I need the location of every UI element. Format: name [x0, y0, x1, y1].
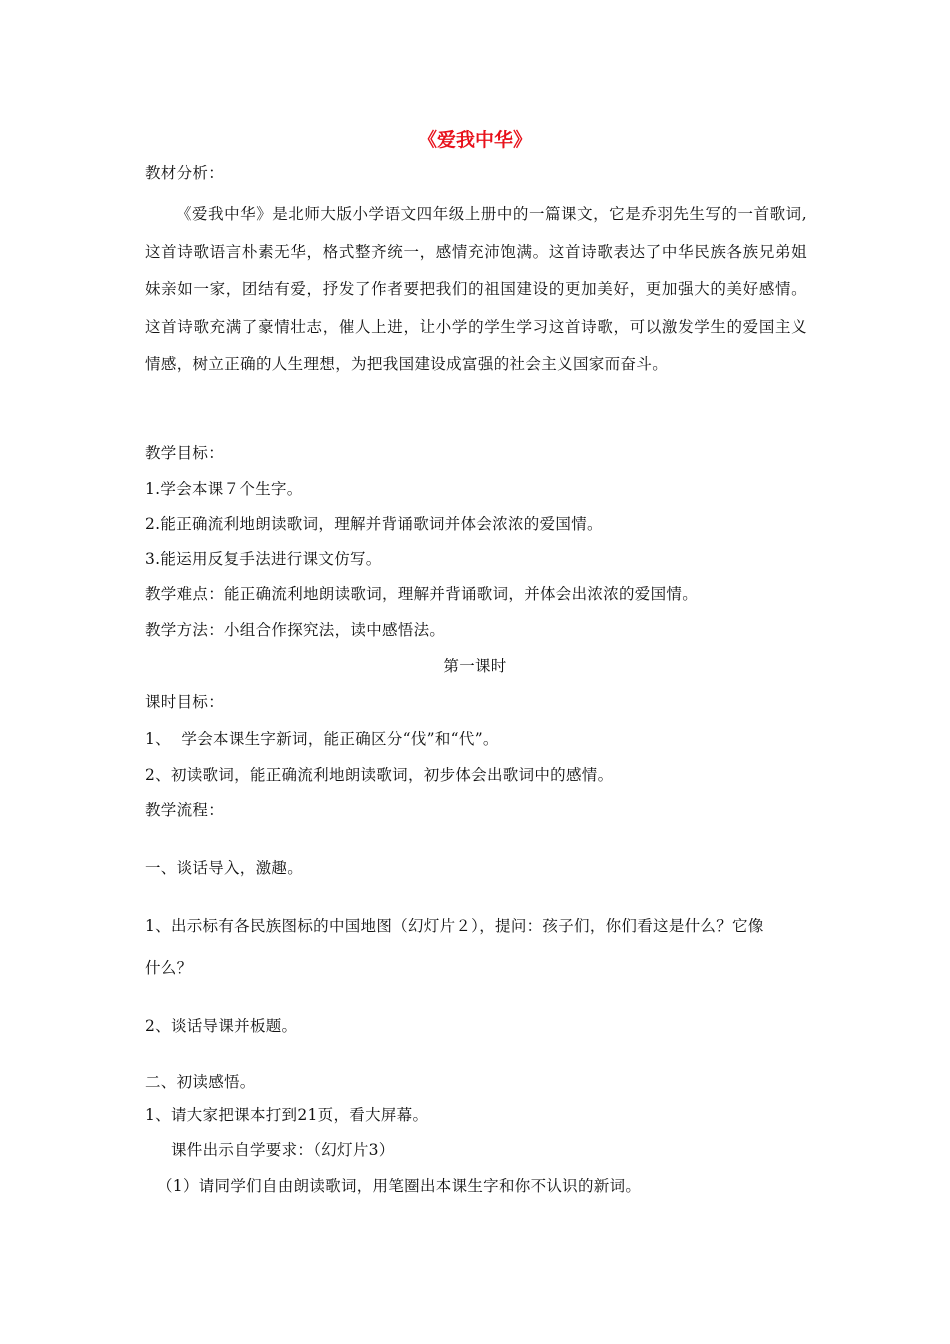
section-heading-goals: 教学目标：	[145, 444, 225, 462]
document-title: 《爱我中华》	[417, 129, 532, 151]
step2-heading: 二、初读感悟。	[145, 1073, 256, 1091]
step1-item1-line2: 什么？	[145, 959, 193, 977]
lesson-goal-2: 2、初读歌词，能正确流利地朗读歌词，初步体会出歌词中的感情。	[145, 766, 614, 784]
method-line: 教学方法：小组合作探究法，读中感悟法。	[145, 621, 446, 639]
material-paragraph: 《爱我中华》是北师大版小学语文四年级上册中的一篇课文，它是乔羽先生写的一首歌词,这首诗歌语言朴素无华，格式整齐统一，感情充沛饱满。这首诗歌表达了中华民族各族兄弟姐妹亲如一家，团结有爱，抒发了作者要把我们的祖国建设的更加美好，更加强大的美好感情。这首诗歌充满了豪情壮志，催人上进，让小学的学生学习这首诗歌，可以激发学生的爱国主义情感，树立正确的人生理想，为把我国建设成富强的社会主义国家而奋斗。	[145, 205, 807, 373]
step1-item1-line1: 1、出示标有各民族图标的中国地图（幻灯片２），提问：孩子们，你们看这是什么？它像	[145, 917, 764, 935]
step1-heading: 一、谈话导入，激趣。	[145, 859, 304, 877]
goal-item-1: 1.学会本课７个生字。	[145, 480, 303, 498]
process-label: 教学流程：	[145, 801, 225, 819]
step2-item1: 1、请大家把课本打到21页，看大屏幕。	[145, 1106, 429, 1124]
difficulty-line: 教学难点：能正确流利地朗读歌词，理解并背诵歌词，并体会出浓浓的爱国情。	[145, 585, 699, 603]
lesson-goal-1: 1、 学会本课生字新词，能正确区分“伐”和“代”。	[145, 730, 499, 748]
section-heading-material: 教材分析：	[145, 164, 225, 182]
lesson-heading: 第一课时	[443, 657, 507, 675]
step2-sub1: （1）请同学们自由朗读歌词，用笔圈出本课生字和你不认识的新词。	[157, 1177, 642, 1195]
goal-item-3: 3.能运用反复手法进行课文仿写。	[145, 550, 382, 568]
step1-item2: 2、谈话导课并板题。	[145, 1017, 298, 1035]
lesson-goals-label: 课时目标：	[145, 693, 225, 711]
goal-item-2: 2.能正确流利地朗读歌词，理解并背诵歌词并体会浓浓的爱国情。	[145, 515, 603, 533]
step2-note: 课件出示自学要求：（幻灯片3）	[171, 1141, 395, 1159]
